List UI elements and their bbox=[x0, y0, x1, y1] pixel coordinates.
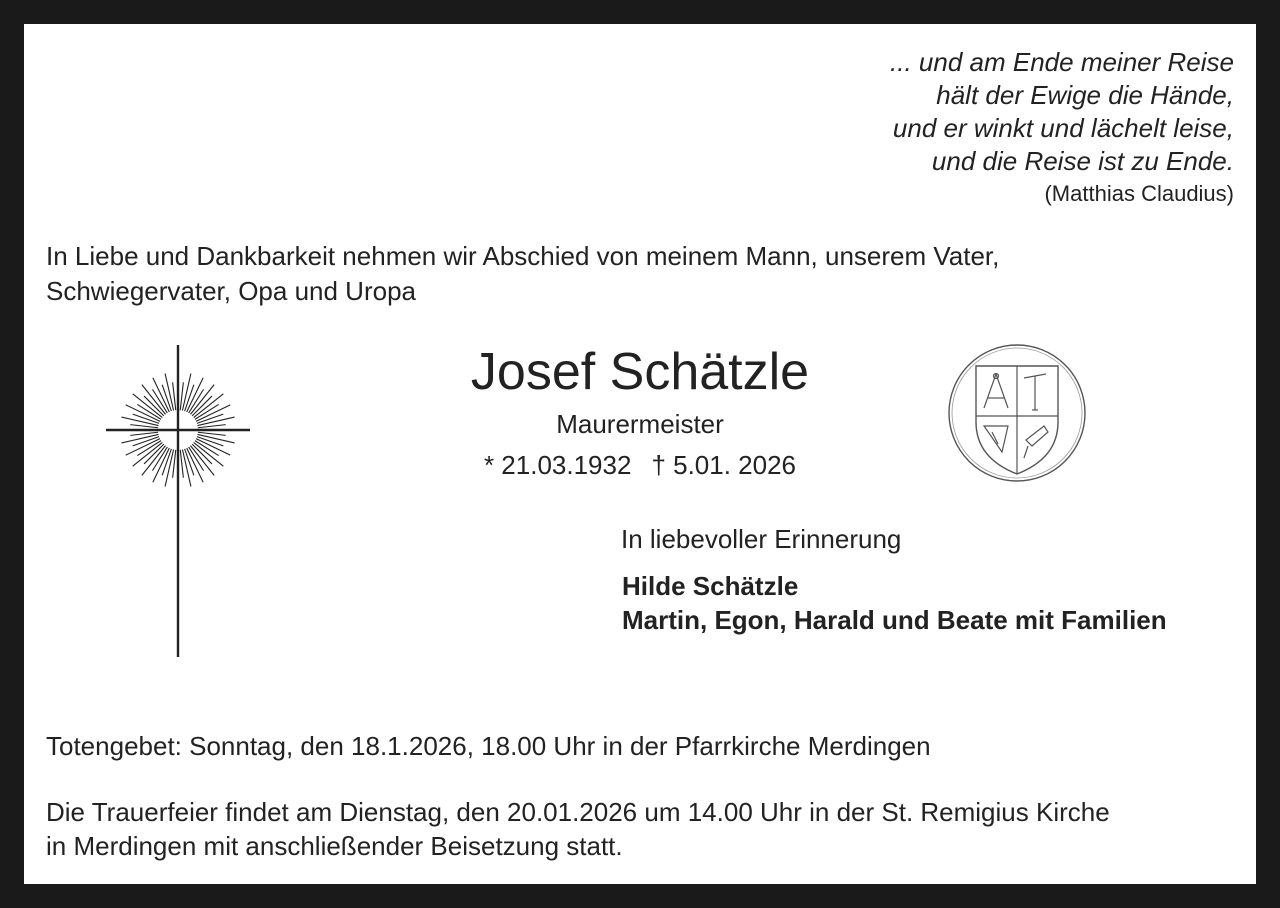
memory-heading: In liebevoller Erinnerung bbox=[621, 524, 902, 554]
intro-line-1: In Liebe und Dankbarkeit nehmen wir Abschied von meinem Mann, unserem Vater, bbox=[46, 241, 1000, 271]
poem-line-4: und die Reise ist zu Ende. bbox=[931, 146, 1234, 176]
ceremony-line-2: in Merdingen mit anschließender Beisetzung statt. bbox=[46, 831, 623, 861]
intro-line-2: Schwiegervater, Opa und Uropa bbox=[46, 276, 416, 306]
deceased-profession: Maurermeister bbox=[556, 409, 724, 439]
family-line-1: Hilde Schätzle bbox=[622, 571, 799, 601]
poem-line-2: hält der Ewige die Hände, bbox=[936, 80, 1234, 110]
birth-date: * 21.03.1932 bbox=[483, 450, 632, 480]
mason-guild-emblem-icon bbox=[946, 342, 1088, 484]
family-line-2: Martin, Egon, Harald und Beate mit Familien bbox=[622, 605, 1167, 635]
poem-quote bbox=[890, 46, 1234, 210]
obituary-card bbox=[24, 24, 1256, 884]
ceremony-line-1: Die Trauerfeier findet am Dienstag, den 20.01.2026 um 14.00 Uhr in der St. Remigius Kirche bbox=[46, 797, 1110, 827]
deceased-name: Josef Schätzle bbox=[470, 343, 810, 401]
prayer-notice: Totengebet: Sonntag, den 18.1.2026, 18.00 Uhr in der Pfarrkirche Merdingen bbox=[46, 731, 931, 761]
poem-line-1: ... und am Ende meiner Reise bbox=[890, 47, 1234, 77]
ceremony-notice bbox=[46, 795, 1110, 863]
death-date: † 5.01. 2026 bbox=[651, 450, 797, 480]
poem-line-3: und er winkt und lächelt leise, bbox=[892, 113, 1234, 143]
farewell-intro bbox=[46, 239, 999, 309]
family-names bbox=[622, 569, 1167, 637]
poem-author: (Matthias Claudius) bbox=[1044, 181, 1234, 206]
